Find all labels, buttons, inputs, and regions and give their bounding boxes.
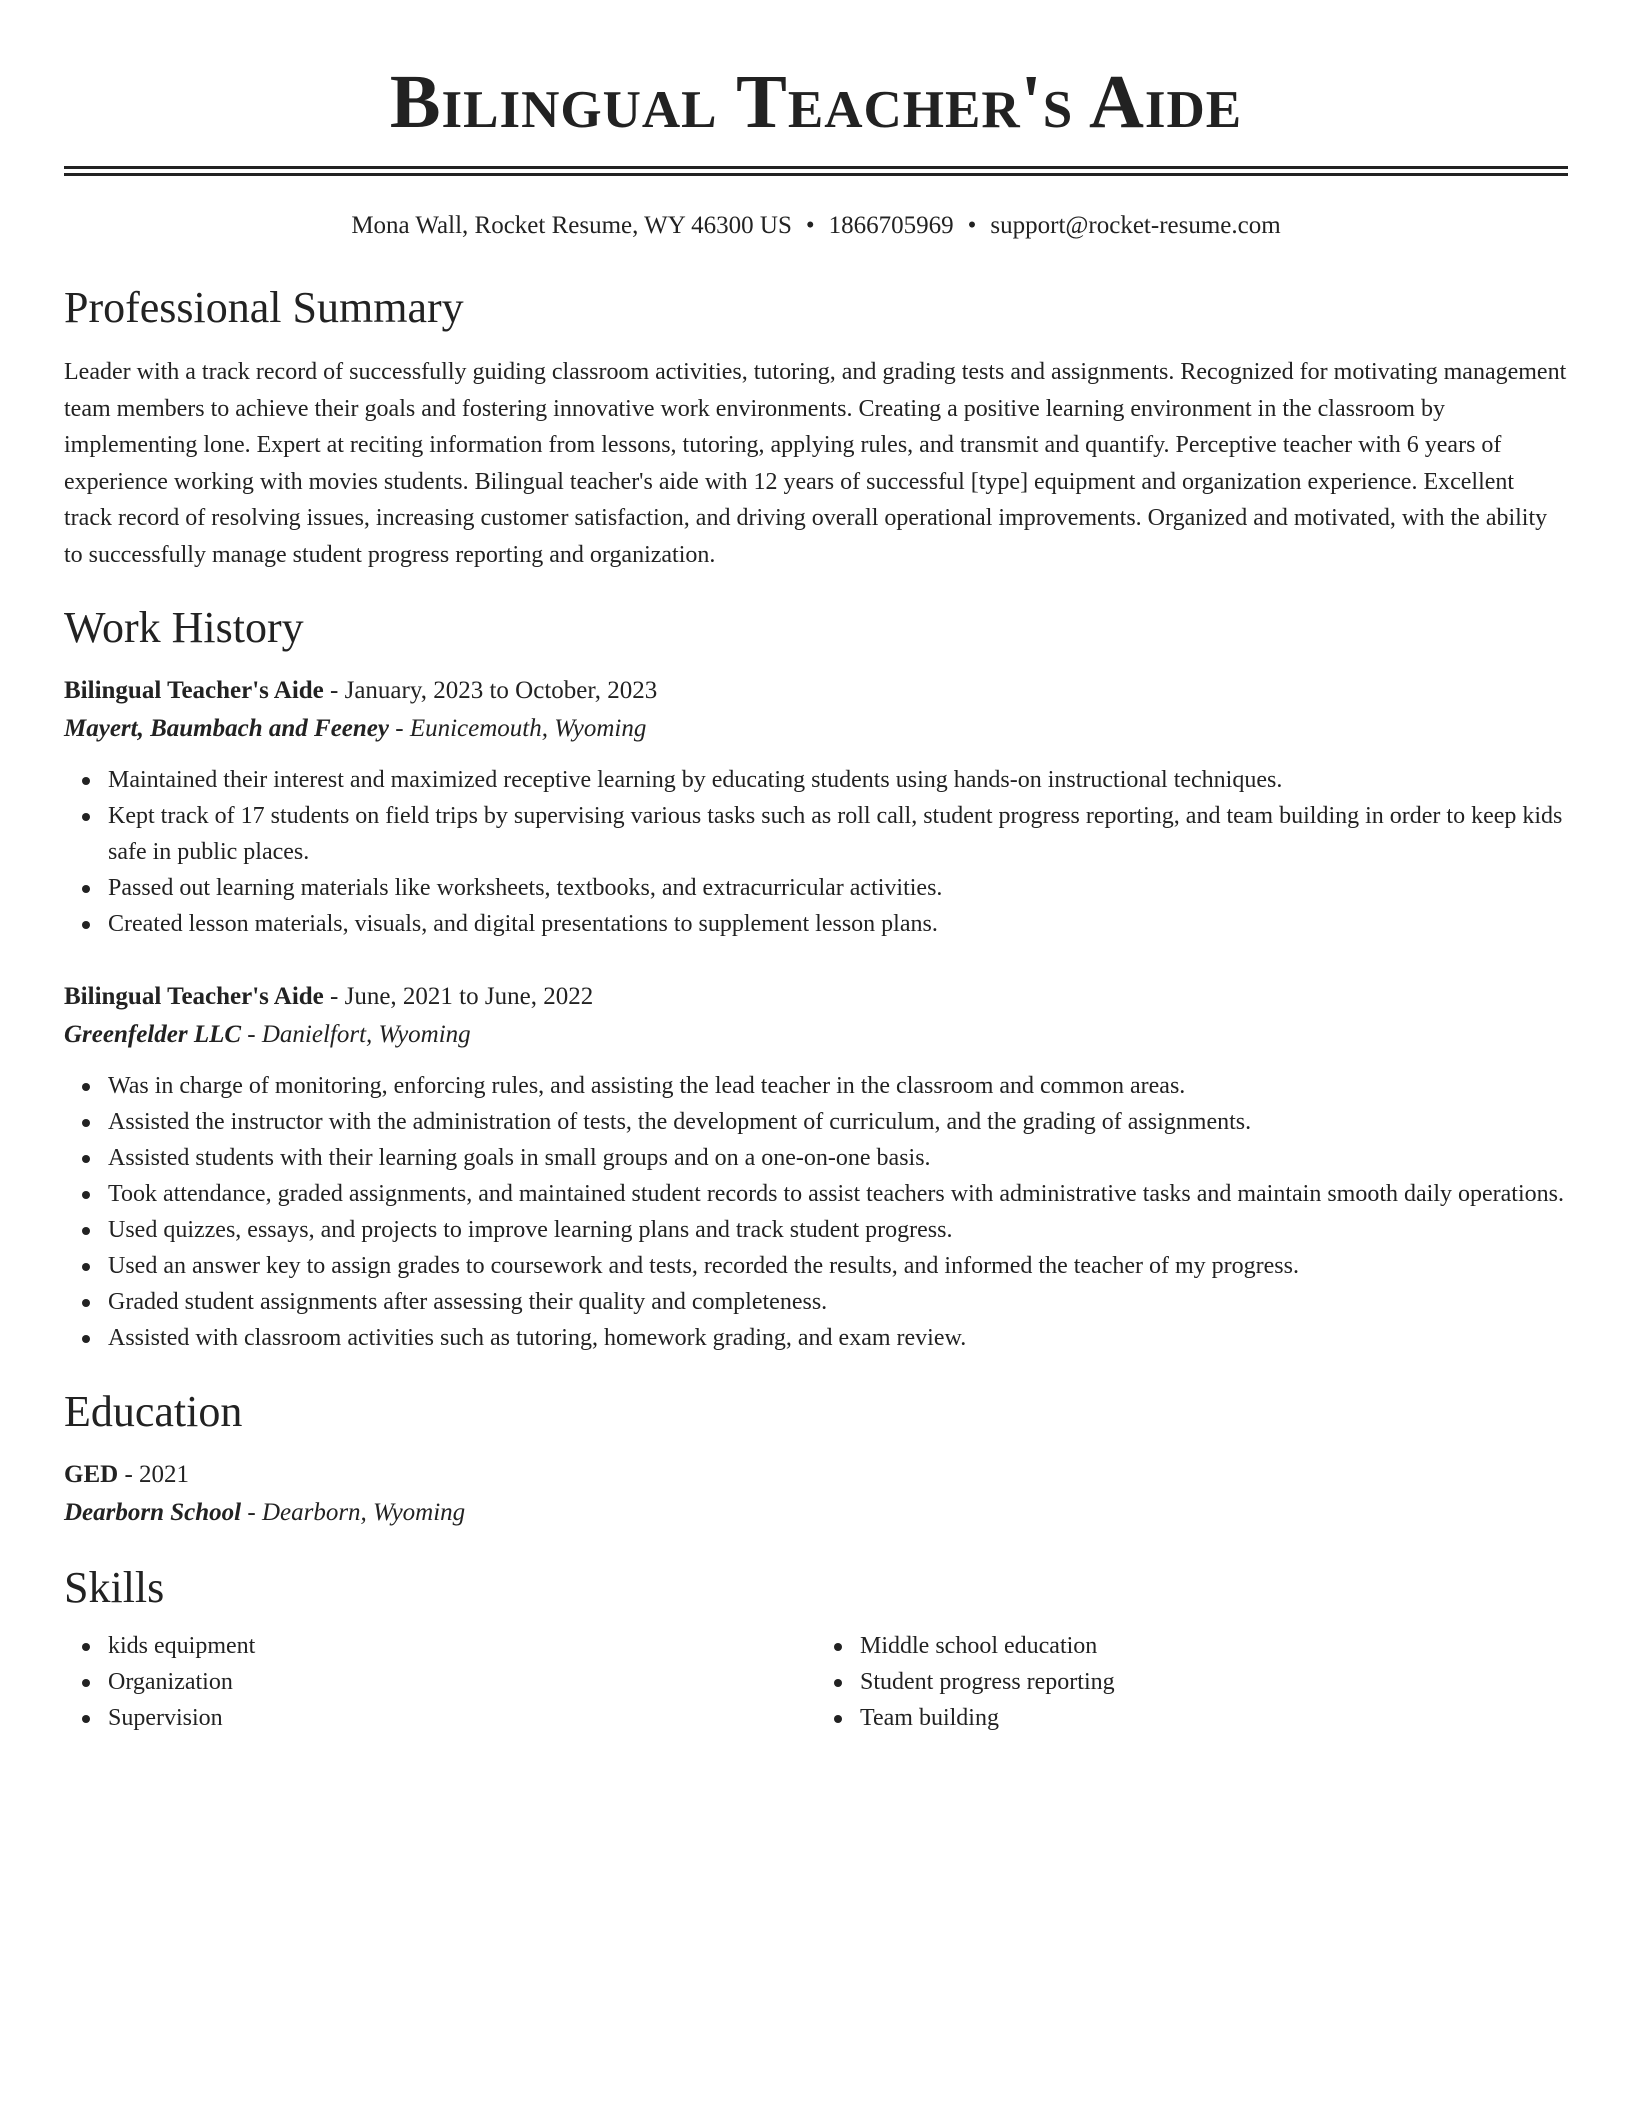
job-bullet: Was in charge of monitoring, enforcing rules, and assisting the lead teacher in the classroom and common areas. <box>108 1068 1568 1104</box>
job-company-line <box>64 710 1568 748</box>
job-company-line <box>64 1016 1568 1054</box>
header-divider <box>64 166 1568 176</box>
education-degree-line <box>64 1456 1568 1494</box>
education-school: Dearborn School <box>64 1498 242 1526</box>
contact-address: Mona Wall, Rocket Resume, WY 46300 US <box>351 212 792 239</box>
skill-item: Organization <box>108 1664 816 1700</box>
skill-item: kids equipment <box>108 1628 816 1664</box>
contact-phone: 1866705969 <box>828 212 954 239</box>
contact-separator: • <box>805 212 815 239</box>
job-role: Bilingual Teacher's Aide <box>64 982 324 1010</box>
job-dates: - June, 2021 to June, 2022 <box>323 982 594 1010</box>
education-year: - 2021 <box>118 1460 190 1488</box>
education-location: - Dearborn, Wyoming <box>241 1498 466 1526</box>
contact-separator: • <box>967 212 977 239</box>
skills-list <box>816 1628 1568 1736</box>
job-company: Mayert, Baumbach and Feeney <box>64 714 389 742</box>
skill-item: Supervision <box>108 1700 816 1736</box>
education-entry <box>64 1456 1568 1532</box>
job-header <box>64 978 1568 1016</box>
job-bullet: Assisted students with their learning goals in small groups and on a one-on-one basis. <box>108 1140 1568 1176</box>
skills-column-right <box>816 1628 1568 1736</box>
contact-email: support@rocket-resume.com <box>990 212 1281 239</box>
job-bullet: Assisted the instructor with the administration of tests, the development of curriculum, and the grading of assignments. <box>108 1104 1568 1140</box>
job-bullet: Took attendance, graded assignments, and maintained student records to assist teachers with administrative tasks and maintain smooth daily operations. <box>108 1176 1568 1212</box>
job-bullets <box>64 762 1568 942</box>
job-bullet: Kept track of 17 students on field trips by supervising various tasks such as roll call, student progress reporting, and team building in order to keep kids safe in public places. <box>108 798 1568 870</box>
summary-heading: Professional Summary <box>64 283 464 332</box>
job-bullet: Maintained their interest and maximized receptive learning by educating students using hands-on instructional techniques. <box>108 762 1568 798</box>
work-history-heading: Work History <box>64 602 304 652</box>
job-bullet: Graded student assignments after assessing their quality and completeness. <box>108 1284 1568 1320</box>
job-dates: - January, 2023 to October, 2023 <box>323 676 658 704</box>
contact-line <box>64 210 1568 242</box>
skill-item: Student progress reporting <box>860 1664 1568 1700</box>
job-header <box>64 672 1568 710</box>
job-entry <box>64 978 1568 1356</box>
skills-column-left <box>64 1628 816 1736</box>
skills-heading: Skills <box>64 1562 165 1612</box>
skill-item: Middle school education <box>860 1628 1568 1664</box>
job-company: Greenfelder LLC <box>64 1020 242 1048</box>
job-location: - Eunicemouth, Wyoming <box>389 714 647 742</box>
education-school-line <box>64 1494 1568 1532</box>
skills-list <box>64 1628 816 1736</box>
job-bullets <box>64 1068 1568 1356</box>
job-role: Bilingual Teacher's Aide <box>64 676 324 704</box>
job-bullet: Assisted with classroom activities such as tutoring, homework grading, and exam review. <box>108 1320 1568 1356</box>
job-bullet: Created lesson materials, visuals, and digital presentations to supplement lesson plans. <box>108 906 1568 942</box>
job-bullet: Used quizzes, essays, and projects to improve learning plans and track student progress. <box>108 1212 1568 1248</box>
resume-name: Bilingual Teacher's Aide <box>389 60 1243 144</box>
education-heading: Education <box>64 1386 243 1436</box>
job-bullet: Used an answer key to assign grades to coursework and tests, recorded the results, and informed the teacher of my progress. <box>108 1248 1568 1284</box>
skill-item: Team building <box>860 1700 1568 1736</box>
job-entry <box>64 672 1568 942</box>
job-bullet: Passed out learning materials like worksheets, textbooks, and extracurricular activities. <box>108 870 1568 906</box>
job-location: - Danielfort, Wyoming <box>241 1020 471 1048</box>
summary-text: Leader with a track record of successfully guiding classroom activities, tutoring, and grading tests and assignments. Recognized for motivating management team members to achieve their goals and fostering innovative work environments. Creating a positive learning environment in the classroom by implementing lone. Expert at reciting information from lessons, tutoring, applying rules, and transmit and quantify. Perceptive teacher with 6 years of experience working with movies students. Bilingual teacher's aide with 12 years of successful [type] equipment and organization experience. Excellent track record of resolving issues, increasing customer satisfaction, and driving overall operational improvements. Organized and motivated, with the ability to successfully manage student progress reporting and organization. <box>64 359 1567 568</box>
skills-grid <box>64 1628 1568 1736</box>
education-degree: GED <box>64 1460 119 1488</box>
